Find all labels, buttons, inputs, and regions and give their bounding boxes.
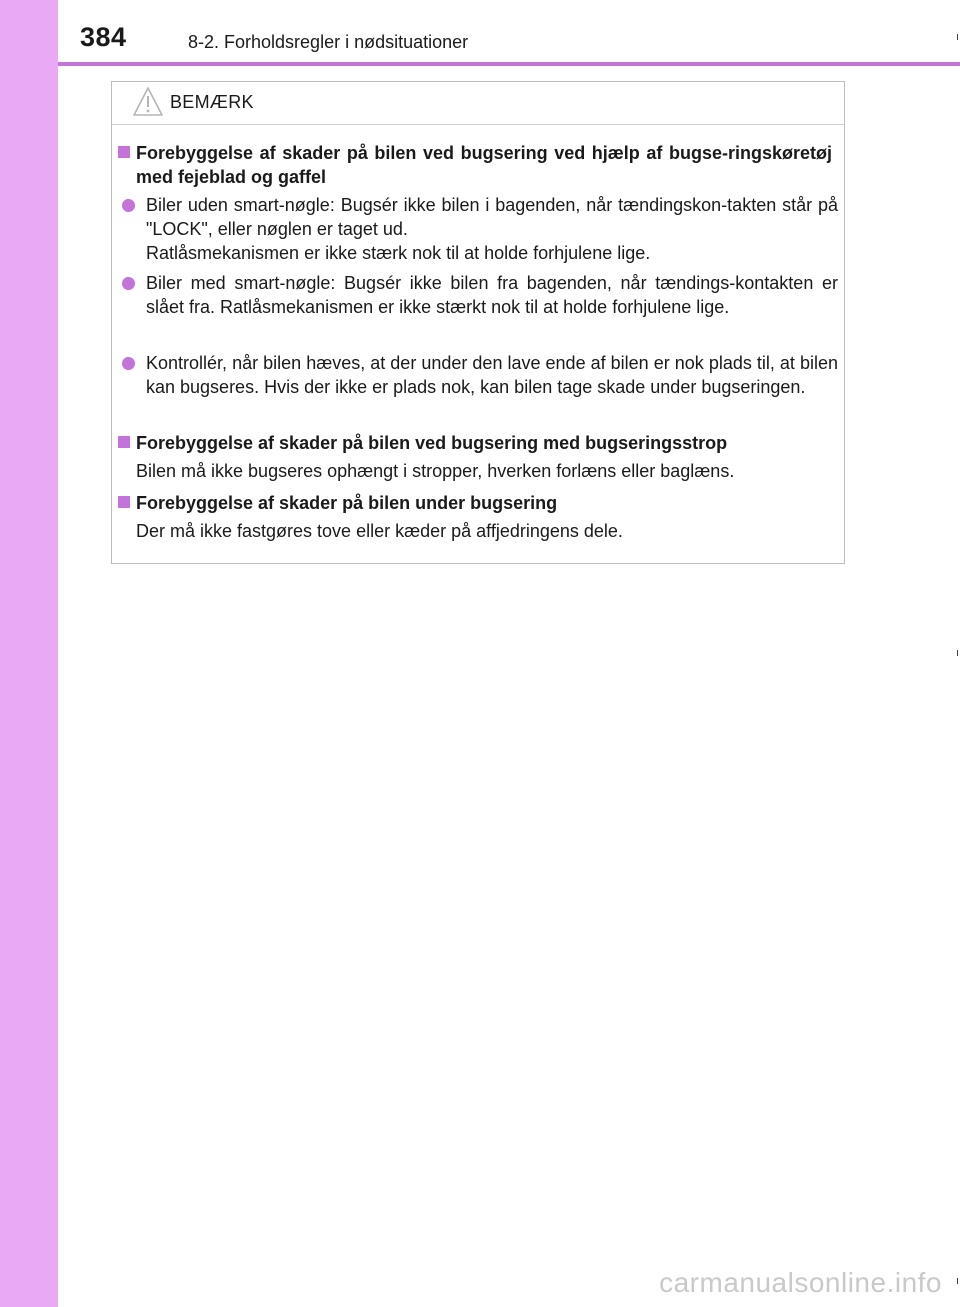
section-text: Bilen må ikke bugseres ophængt i stropper, hverken forlæns eller baglæns. [136, 461, 735, 481]
square-bullet-icon [118, 496, 130, 508]
page-number: 384 [80, 22, 127, 52]
round-bullet-icon [122, 277, 135, 290]
list-item: Biler med smart-nøgle: Bugsér ikke bilen fra bagenden, når tændings-kontakten er slået fra. Ratlåsmekanismen er ikke stærkt nok til at holde forhjulene lige. [122, 271, 838, 319]
chapter-side-tab [0, 0, 58, 1307]
notice-label: BEMÆRK [170, 92, 254, 112]
list-item: Kontrollér, når bilen hæves, at der under den lave ende af bilen er nok plads til, at bilen kan bugseres. Hvis der ikke er plads nok, kan bilen tage skade under bugseringen. [122, 351, 838, 399]
section-heading: Forebyggelse af skader på bilen ved bugsering ved hjælp af bugse-ringskøretøj med fejeblad og gaffel [118, 141, 832, 189]
square-bullet-icon [118, 146, 130, 158]
round-bullet-icon [122, 357, 135, 370]
crop-mark [957, 1278, 958, 1284]
notice-header [112, 82, 844, 125]
section-heading: Forebyggelse af skader på bilen ved bugsering med bugseringsstrop [118, 431, 832, 455]
section-text: Der må ikke fastgøres tove eller kæder på affjedringens dele. [136, 521, 623, 541]
notice-box [111, 81, 845, 564]
warning-triangle-icon [132, 86, 164, 123]
section-title: 8-2. Forholdsregler i nødsituationer [188, 32, 469, 52]
list-item-continuation: Ratlåsmekanismen er ikke stærk nok til at holde forhjulene lige. [146, 243, 651, 263]
header-rule [58, 62, 960, 66]
round-bullet-icon [122, 199, 135, 212]
crop-mark [957, 650, 958, 656]
crop-mark [957, 34, 958, 40]
watermark: carmanualsonline.info [659, 1267, 942, 1298]
section-heading: Forebyggelse af skader på bilen under bugsering [118, 491, 832, 515]
list-item: Biler uden smart-nøgle: Bugsér ikke bilen i bagenden, når tændingskon-takten står på "LOCK", eller nøglen er taget ud. [122, 193, 838, 241]
square-bullet-icon [118, 436, 130, 448]
